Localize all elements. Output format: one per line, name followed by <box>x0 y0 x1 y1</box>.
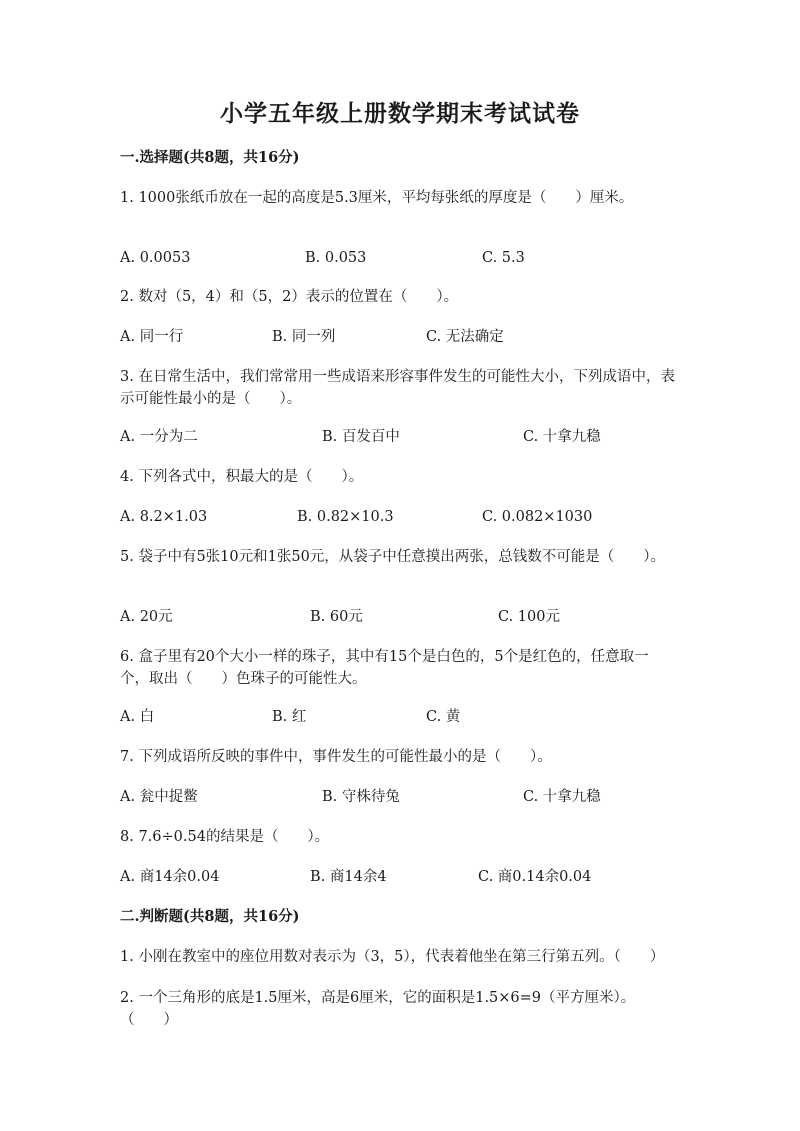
question-5-option-b: B. 60元 <box>310 609 363 625</box>
question-3-option-a: A. 一分为二 <box>120 429 198 445</box>
question-8-option-a: A. 商14余0.04 <box>120 869 220 885</box>
question-3-option-b: B. 百发百中 <box>322 429 400 445</box>
exam-title: 小学五年级上册数学期末考试试卷 <box>220 100 580 127</box>
question-2-option-a: A. 同一行 <box>120 329 184 345</box>
question-4-text: 4. 下列各式中，积最大的是（ ）。 <box>120 469 364 485</box>
judgement-question-2-text: 2. 一个三角形的底是1.5厘米，高是6厘米，它的面积是1.5×6=9（平方厘米）。（ ） <box>120 990 636 1028</box>
question-7-option-b: B. 守株待兔 <box>322 789 400 805</box>
question-4-option-b: B. 0.82×10.3 <box>297 509 394 525</box>
question-2-option-b: B. 同一列 <box>272 329 336 345</box>
question-6-option-c: C. 黄 <box>426 709 461 725</box>
question-7-option-a: A. 瓮中捉鳖 <box>120 789 198 805</box>
section-heading-choice: 一.选择题(共8题，共16分) <box>120 149 300 166</box>
question-2-option-c: C. 无法确定 <box>426 329 504 345</box>
question-6-option-a: A. 白 <box>120 709 155 725</box>
question-1-text: 1. 1000张纸币放在一起的高度是5.3厘米，平均每张纸的厚度是（ ）厘米。 <box>120 190 634 206</box>
question-3-text: 3. 在日常生活中，我们常常用一些成语来形容事件发生的可能性大小，下列成语中，表示可能性最小的是（ ）。 <box>120 369 675 407</box>
judgement-question-1-text: 1. 小刚在教室中的座位用数对表示为（3，5），代表着他坐在第三行第五列。（ ） <box>120 949 665 965</box>
question-6-text: 6. 盒子里有20个大小一样的珠子，其中有15个是白色的，5个是红色的，任意取一个，取出（ ）色珠子的可能性大。 <box>120 649 649 687</box>
question-6-option-b: B. 红 <box>272 709 307 725</box>
question-8-text: 8. 7.6÷0.54的结果是（ ）。 <box>120 829 330 845</box>
question-4-option-a: A. 8.2×1.03 <box>120 509 208 525</box>
question-5-text: 5. 袋子中有5张10元和1张50元，从袋子中任意摸出两张，总钱数不可能是（ ）。 <box>120 549 666 565</box>
question-5-option-c: C. 100元 <box>498 609 560 625</box>
question-3-option-c: C. 十拿九稳 <box>523 429 601 445</box>
question-1-option-c: C. 5.3 <box>482 250 525 266</box>
question-2-text: 2. 数对（5，4）和（5，2）表示的位置在（ ）。 <box>120 289 459 305</box>
question-8-option-c: C. 商0.14余0.04 <box>478 869 592 885</box>
question-1-option-a: A. 0.0053 <box>120 250 191 266</box>
question-1-option-b: B. 0.053 <box>305 250 367 266</box>
question-4-option-c: C. 0.082×1030 <box>482 509 593 525</box>
question-7-option-c: C. 十拿九稳 <box>523 789 601 805</box>
question-8-option-b: B. 商14余4 <box>310 869 387 885</box>
question-5-option-a: A. 20元 <box>120 609 173 625</box>
section-heading-judgement: 二.判断题(共8题，共16分) <box>120 908 300 925</box>
question-7-text: 7. 下列成语所反映的事件中，事件发生的可能性最小的是（ ）。 <box>120 749 552 765</box>
